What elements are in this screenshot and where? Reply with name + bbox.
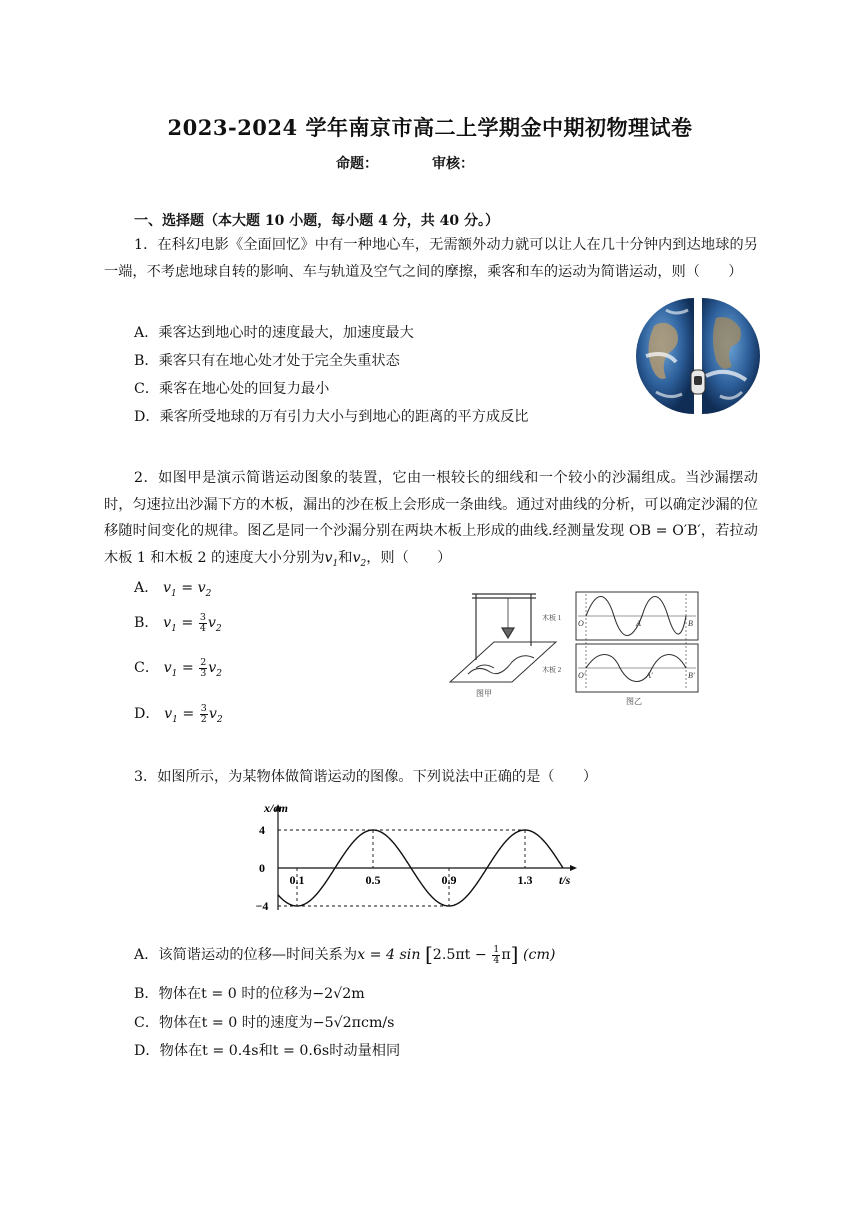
q1-stem: 1．在科幻电影《全面回忆》中有一种地心车，无需额外动力就可以让人在几十分钟内到达地球的另一端，不考虑地球自转的影响、车与轨道及空气之间的摩擦，乘客和车的运动为简谐运动，则（ ） <box>104 237 758 280</box>
fig-O: O <box>578 619 584 628</box>
x-axis-label: t/s <box>559 873 571 887</box>
q2-option-c: C． $v_1$ = $\frac{2}{3}$ $v_2$ <box>134 656 223 679</box>
q1-option-d: D．乘客所受地球的万有引力大小与到地心的距离的平方成反比 <box>134 409 529 425</box>
q1-option-b: B．乘客只有在地心处才处于完全失重状态 <box>134 353 400 369</box>
q3-option-a: A．该简谐运动的位移—时间关系为x = 4 sin [2.5πt − $\frac{1}{4}$ π] (cm) <box>134 942 556 966</box>
q1-option-c: C．乘客在地心处的回复力最小 <box>134 381 330 397</box>
x-tick-label: 0.1 <box>289 873 305 887</box>
q2-stem-text: 2．如图甲是演示简谐运动图象的装置，它由一根较长的细线和一个较小的沙漏组成。当沙漏摆动时，匀速拉出沙漏下方的木板，漏出的沙在板上会形成一条曲线。通过对曲线的分析，可以确定沙漏的位移随时间变化的规律。图乙是同一个沙漏分别在两块木板上形成的曲线.经测量发现 OB = O′B′，若拉动木板 1 和木板 2 的速度大小分别为 <box>104 470 758 566</box>
q2-figure <box>446 586 702 710</box>
exam-title: 2023-2024 学年南京市高二上学期金中期初物理试卷 <box>167 115 693 140</box>
q3-option-c: C．物体在t = 0 时的速度为−5√2πcm/s <box>134 1015 395 1031</box>
sand-pendulum-apparatus <box>450 594 556 682</box>
x-tick-label: 1.3 <box>517 873 533 887</box>
fig-B2: B′ <box>688 671 695 680</box>
q2-d-fraction: $\frac{3}{2}$ <box>200 702 207 725</box>
fig-label-board2: 木板 2 <box>542 666 562 674</box>
reviewer-label: 审核： <box>432 156 474 172</box>
earth-figure <box>636 296 760 416</box>
x-axis-arrow <box>570 865 577 871</box>
board-traces <box>576 592 698 692</box>
q3-a-fraction: $\frac{1}{4}$ <box>493 943 500 966</box>
q2-stem-end: ，则（ ） <box>366 549 452 566</box>
q2-option-b: B． $v_1$ = $\frac{3}{4}$ $v_2$ <box>134 611 222 634</box>
y-axis-label: x/cm <box>264 801 288 815</box>
fig-label-board1: 木板 1 <box>542 614 562 622</box>
y-tick-label: 0 <box>259 861 265 875</box>
q3-chart <box>240 798 571 926</box>
q3-stem: 3．如图所示，为某物体做简谐运动的图像。下列说法中正确的是（ ） <box>134 769 598 785</box>
q2-option-d: D． $v_1$ = $\frac{3}{2}$ $v_2$ <box>134 702 223 725</box>
q2-v1: $v_1$ <box>324 549 339 569</box>
section-heading: 一、选择题（本大题 10 小题，每小题 4 分，共 40 分。） <box>134 213 499 229</box>
fig-B: B <box>688 619 693 628</box>
q2-v2: $v_2$ <box>352 549 367 569</box>
q1-option-a: A．乘客达到地心时的速度最大，加速度最大 <box>134 325 414 341</box>
q2-b-fraction: $\frac{3}{4}$ <box>199 611 206 634</box>
q3-option-b: B．物体在t = 0 时的位移为−2√2m <box>134 986 365 1002</box>
x-tick-label: 0.5 <box>365 873 381 887</box>
q2-stem <box>104 465 758 577</box>
y-tick-label: 4 <box>259 823 265 837</box>
y-tick-label: −4 <box>255 899 269 913</box>
fig-A2: A′ <box>646 671 653 680</box>
q2-and: 和 <box>338 549 353 566</box>
fig-O2: O′ <box>578 671 586 680</box>
fig-caption-jia: 图甲 <box>476 689 492 698</box>
q2-c-fraction: $\frac{2}{3}$ <box>200 656 207 679</box>
fig-A: A <box>636 619 641 628</box>
x-tick-label: 0.9 <box>441 873 457 887</box>
proposer-label: 命题： <box>336 156 378 172</box>
q3-option-d: D．物体在t = 0.4s和t = 0.6s时动量相同 <box>134 1043 401 1059</box>
q2-option-a: A． $v_1 = v_2$ <box>134 580 212 599</box>
fig-caption-yi: 图乙 <box>626 697 642 706</box>
